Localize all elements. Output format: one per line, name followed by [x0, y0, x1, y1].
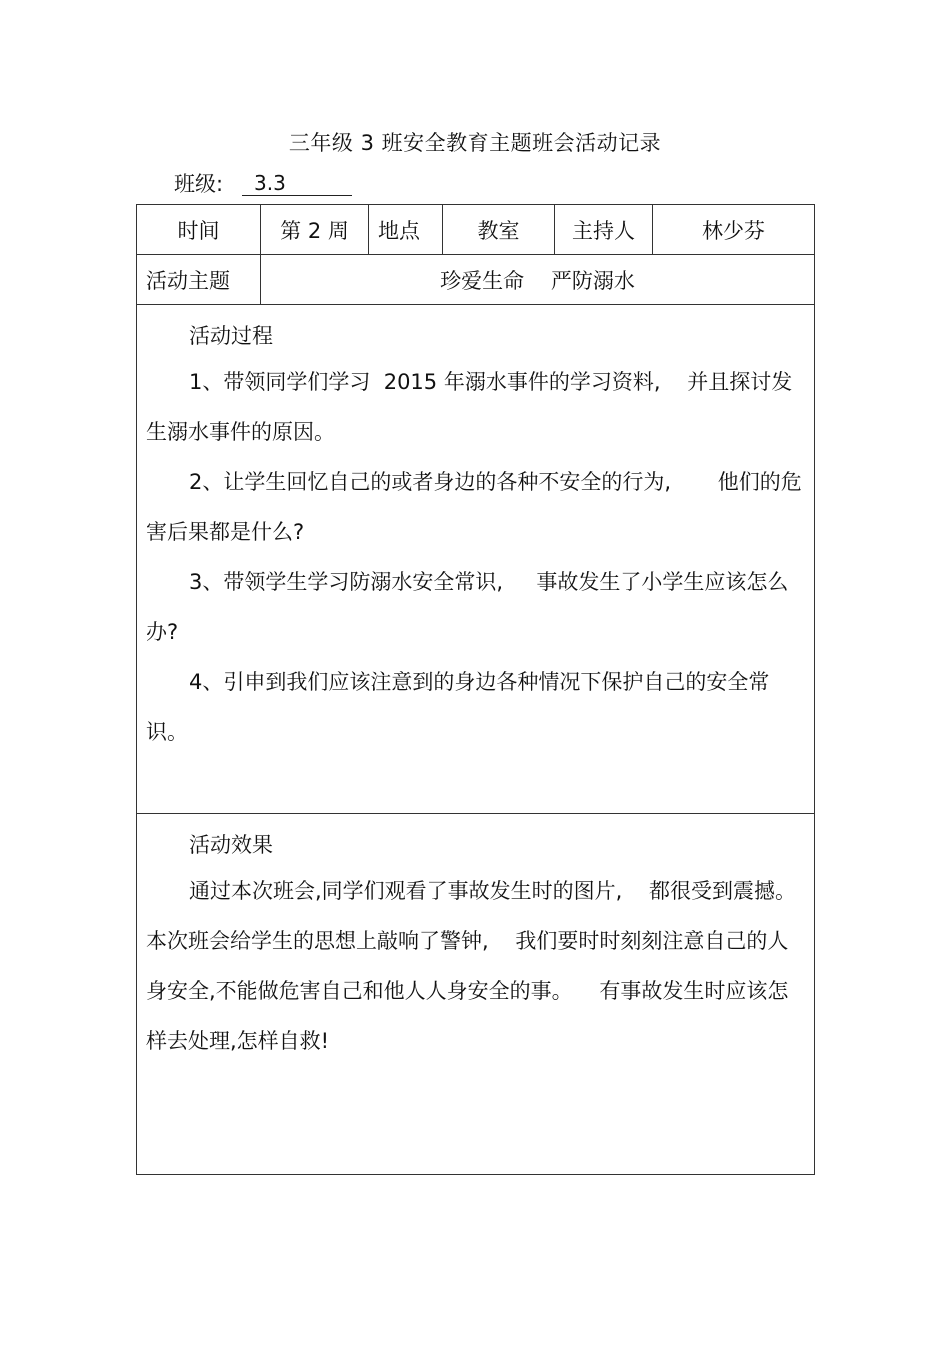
effect-heading: 活动效果 — [189, 833, 273, 857]
record-table — [136, 204, 815, 1175]
time-label: 时间 — [137, 205, 261, 255]
host-value: 林少芬 — [653, 205, 815, 255]
effect-section — [137, 814, 815, 1175]
process-heading: 活动过程 — [189, 324, 273, 348]
place-value: 教室 — [443, 205, 555, 255]
process-row — [137, 305, 815, 814]
class-label: 班级: — [174, 172, 224, 196]
info-row — [137, 205, 815, 255]
effect-text: 通过本次班会,同学们观看了事故发生时的图片, 都很受到震撼。本次班会给学生的思想上敲响了警钟, 我们要时时刻刻注意自己的人身安全,不能做危害自己和他人人身安全的事。 有事故发生时应该怎样去处理,怎样自救! — [146, 879, 797, 1053]
place-label: 地点 — [369, 205, 443, 255]
document-title: 三年级 3 班安全教育主题班会活动记录 — [288, 131, 662, 155]
process-item-2: 2、让学生回忆自己的或者身边的各种不安全的行为, 他们的危害后果都是什么? — [146, 470, 802, 544]
process-section — [137, 305, 815, 814]
class-value: 3.3 — [242, 171, 352, 196]
theme-value: 珍爱生命 严防溺水 — [261, 255, 815, 305]
class-line — [174, 168, 286, 198]
theme-row — [137, 255, 815, 305]
time-value: 第 2 周 — [261, 205, 369, 255]
process-item-4: 4、引申到我们应该注意到的身边各种情况下保护自己的安全常识。 — [146, 670, 770, 744]
process-item-3: 3、带领学生学习防溺水安全常识, 事故发生了小学生应该怎么办? — [146, 570, 789, 644]
process-item-1: 1、带领同学们学习 2015 年溺水事件的学习资料, 并且探讨发生溺水事件的原因。 — [146, 370, 793, 444]
host-label: 主持人 — [555, 205, 653, 255]
effect-row — [137, 814, 815, 1175]
theme-label: 活动主题 — [137, 255, 261, 305]
